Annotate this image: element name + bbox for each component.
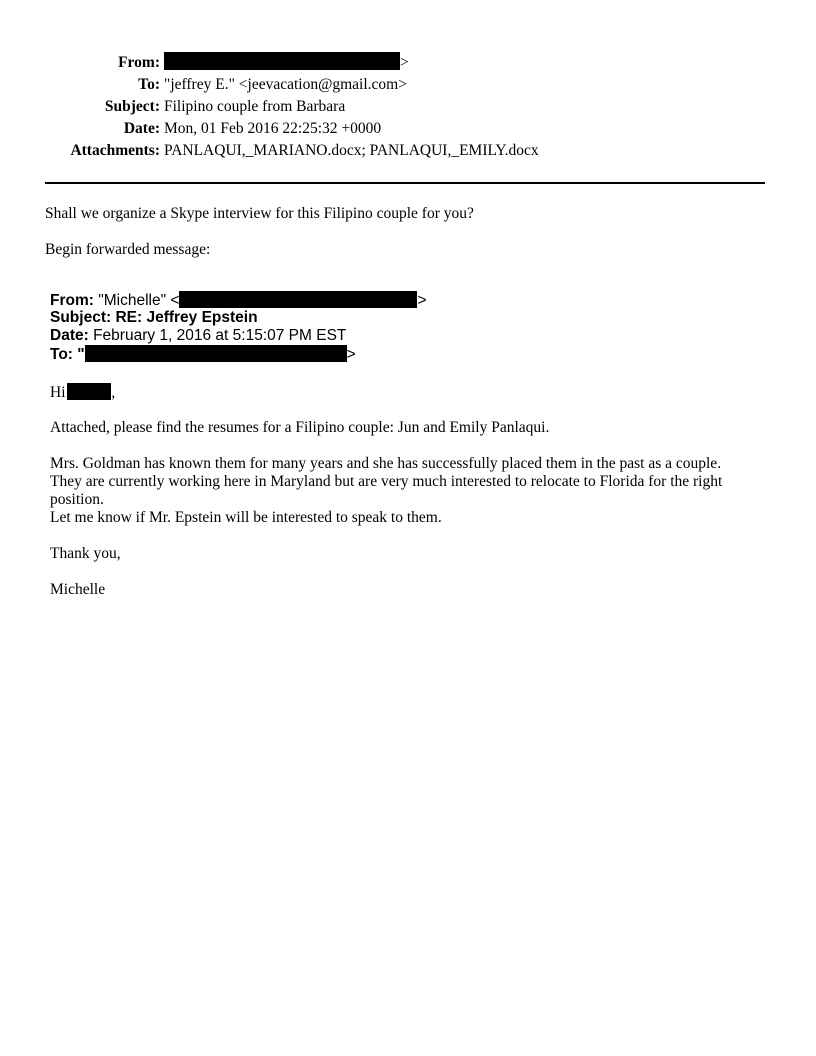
- fwd-date-label: Date:: [50, 327, 89, 344]
- email-header: [0, 52, 816, 162]
- header-from-row: [0, 52, 816, 74]
- to-value: "jeffrey E." <jeevacation@gmail.com>: [164, 76, 407, 93]
- greeting-line: [50, 383, 115, 402]
- fwd-from-suffix: >: [417, 292, 427, 309]
- fwd-subject-row: [50, 309, 427, 327]
- header-divider: [45, 182, 765, 184]
- intro-text: Shall we organize a Skype interview for this Filipino couple for you?: [45, 205, 474, 222]
- redaction-bar: [85, 345, 347, 362]
- date-label: Date:: [123, 120, 160, 137]
- header-date-row: [0, 118, 816, 140]
- forwarded-header: [50, 291, 427, 363]
- fwd-date-row: [50, 327, 427, 345]
- redaction-bar: [67, 383, 111, 400]
- fwd-from-row: [50, 291, 427, 309]
- fwd-to-row: [50, 345, 427, 363]
- attachments-label: Attachments:: [70, 142, 160, 159]
- signature-line: Michelle: [50, 581, 106, 598]
- header-to-row: [0, 74, 816, 96]
- thanks-line: Thank you,: [50, 545, 121, 562]
- date-value: Mon, 01 Feb 2016 22:25:32 +0000: [164, 120, 382, 137]
- fwd-to-label: To:: [50, 346, 73, 363]
- header-attachments-row: [0, 140, 816, 162]
- attachments-value[interactable]: PANLAQUI,_MARIANO.docx; PANLAQUI,_EMILY.docx: [164, 142, 539, 159]
- redaction-bar: [164, 52, 400, 70]
- message-line-1: Attached, please find the resumes for a Filipino couple: Jun and Emily Panlaqui.: [50, 419, 550, 436]
- begin-forwarded-text: Begin forwarded message:: [45, 241, 211, 258]
- message-para2-line3: position.: [50, 491, 104, 508]
- redaction-bar: [179, 291, 417, 308]
- message-para2-line1: Mrs. Goldman has known them for many years and she has successfully placed them in the past as a couple.: [50, 455, 722, 472]
- fwd-from-label: From:: [50, 292, 94, 309]
- greeting-prefix: Hi: [50, 384, 66, 401]
- message-para2-line4: Let me know if Mr. Epstein will be interested to speak to them.: [50, 509, 442, 526]
- fwd-from-value: "Michelle" <: [98, 292, 180, 309]
- message-para2-line2: They are currently working here in Maryland but are very much interested to relocate to Florida for the right: [50, 473, 723, 490]
- fwd-date-value: February 1, 2016 at 5:15:07 PM EST: [93, 327, 347, 344]
- to-label: To:: [138, 76, 160, 93]
- subject-label: Subject:: [104, 98, 160, 115]
- from-suffix: >: [400, 54, 409, 71]
- from-value: [164, 52, 409, 74]
- subject-value: Filipino couple from Barbara: [164, 98, 346, 115]
- greeting-suffix: ,: [111, 384, 116, 401]
- fwd-to-value: ": [77, 346, 85, 363]
- from-label: From:: [118, 54, 160, 71]
- header-subject-row: [0, 96, 816, 118]
- fwd-to-suffix: >: [346, 346, 356, 363]
- fwd-subject: Subject: RE: Jeffrey Epstein: [50, 309, 258, 326]
